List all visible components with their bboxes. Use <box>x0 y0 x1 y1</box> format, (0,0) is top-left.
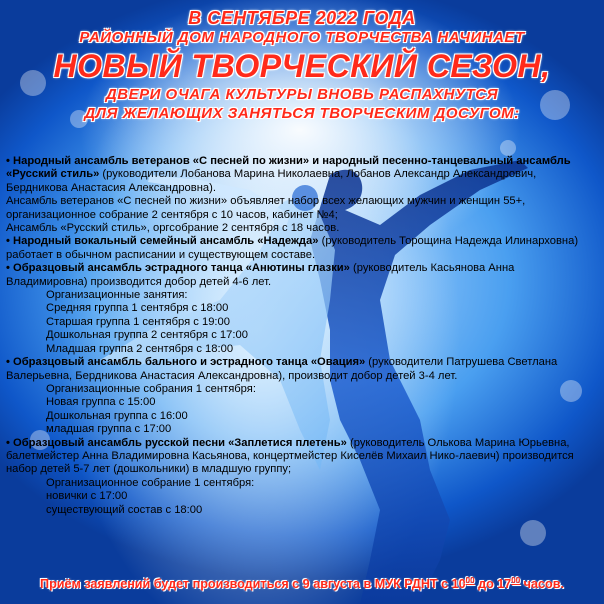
section-anyutiny-glazki <box>6 262 598 289</box>
section-leaders: (руководители Лобанова Марина Николаевна, Лобанов Александр Александрович, Бердникова Анастасия Александровна). <box>6 168 537 194</box>
bullet: • <box>6 356 10 369</box>
schedule-line: Организационные занятия: <box>46 289 188 302</box>
section-zapletisya-pleten <box>6 437 598 477</box>
section-text: (руководитель Олькова Марина Юрьевна, балетмейстер Анна Владимировна Касьянова, концертмейстер Киселёв Михаил Нико-лаевич) производится набор детей 5-7 лет (дошкольники) в младшую группу; <box>6 436 574 476</box>
schedule-line: Дошкольная группа с 16:00 <box>46 409 188 422</box>
footer-minutes-1: 00 <box>465 576 475 585</box>
schedule-line: Младшая группа 2 сентября с 18:00 <box>46 342 234 355</box>
footer-prefix: Приём заявлений будет производиться с 9 августа в МУК РДНТ с 10 <box>40 577 466 592</box>
schedule-line: Старшая группа 1 сентября с 19:00 <box>46 315 230 328</box>
footer-minutes-2: 00 <box>511 576 521 585</box>
headline <box>0 8 604 123</box>
section-title: Народный вокальный семейный ансамбль «Надежда» <box>13 235 319 248</box>
section-text: (руководители Патрушева Светлана Валерьевна, Бердникова Анастасия Александровна), производит добор детей 3-4 лет. <box>6 356 558 382</box>
bullet: • <box>6 235 10 248</box>
section-title: Народный ансамбль ветеранов «С песней по жизни» и народный песенно-танцевальный ансамбль «Русский стиль» <box>6 155 571 181</box>
headline-line-1: В СЕНТЯБРЕ 2022 ГОДА <box>188 8 416 28</box>
headline-line-2: РАЙОННЫЙ ДОМ НАРОДНОГО ТВОРЧЕСТВА НАЧИНАЕТ <box>79 29 525 46</box>
section-text: Ансамбль ветеранов «С песней по жизни» объявляет набор всех желающих мужчин и женщин 55+, организационное собрание 2 сентября с 10 часов, кабинет №4; <box>6 195 526 221</box>
section-text: (руководитель Торощина Надежда Илинарховна) работает в обычном расписании и существующем составе. <box>6 235 579 261</box>
schedule-line: Организационное собрание 1 сентября: <box>46 476 255 489</box>
announcement-body <box>6 155 598 517</box>
section-title: Образцовый ансамбль эстрадного танца «Анютины глазки» <box>13 262 350 275</box>
section-title: Образцовый ансамбль русской песни «Заплетися плетень» <box>13 436 347 449</box>
schedule-line: Новая группа с 15:00 <box>46 396 156 409</box>
headline-line-3: НОВЫЙ ТВОРЧЕСКИЙ СЕЗОН, <box>53 48 551 84</box>
schedule-line: Дошкольная группа 2 сентября с 17:00 <box>46 329 248 342</box>
section-text: Ансамбль «Русский стиль», оргсобрание 2 сентября с 18 часов. <box>6 222 340 235</box>
schedule-line: существующий состав с 18:00 <box>46 503 203 516</box>
bullet: • <box>6 262 10 275</box>
section-veterans <box>6 155 598 195</box>
schedule-line: Средняя группа 1 сентября с 18:00 <box>46 302 229 315</box>
bullet: • <box>6 436 10 449</box>
footer-middle: до 17 <box>474 577 512 592</box>
schedule-line: Организационные собрания 1 сентября: <box>46 382 256 395</box>
headline-line-5: ДЛЯ ЖЕЛАЮЩИХ ЗАНЯТЬСЯ ТВОРЧЕСКИМ ДОСУГОМ: <box>84 105 520 122</box>
bullet: • <box>6 155 10 167</box>
schedule-line: новички с 17:00 <box>46 490 128 503</box>
schedule-line: младшая группа с 17:00 <box>46 423 172 436</box>
section-title: Образцовый ансамбль бального и эстрадного танца «Овация» <box>13 356 366 369</box>
section-nadezhda <box>6 235 598 262</box>
footer-notice <box>0 576 604 591</box>
footer-suffix: часов. <box>520 577 564 592</box>
headline-line-4: ДВЕРИ ОЧАГА КУЛЬТУРЫ ВНОВЬ РАСПАХНУТСЯ <box>105 86 499 103</box>
section-ovatsiya <box>6 356 598 383</box>
section-text: (руководитель Касьянова Анна Владимировна) производится добор детей 4-6 лет. <box>6 262 515 288</box>
